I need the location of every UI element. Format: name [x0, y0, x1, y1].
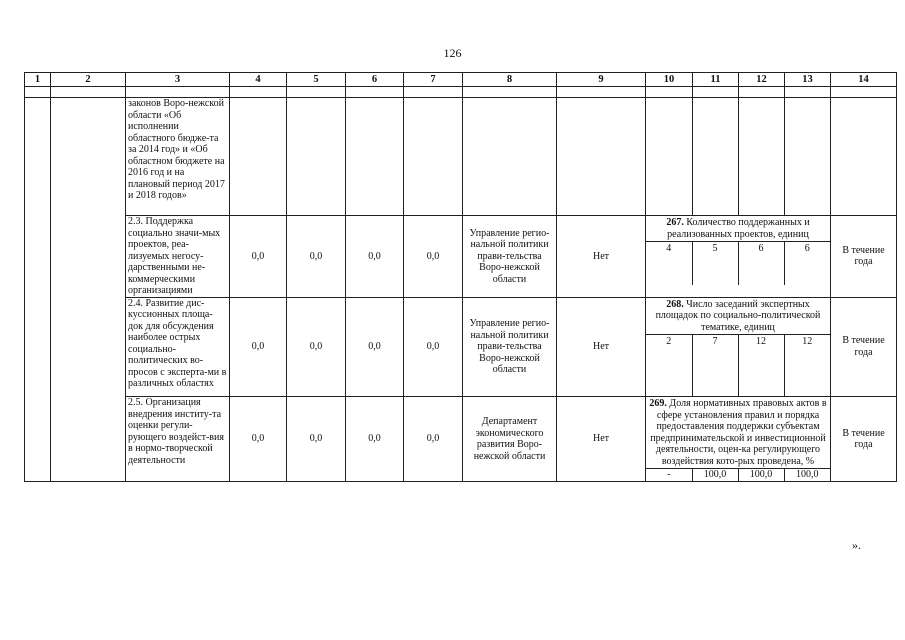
indicator-title [646, 397, 830, 469]
activity-name: 2.4. Развитие дис-куссионных площа-док для обсуждения наиболее острых социально-политических во-просов с эксперта-ми в различных областях [126, 297, 230, 397]
header-col-4: 4 [230, 73, 287, 87]
indicator-block [646, 397, 831, 482]
table-row [25, 397, 897, 482]
header-col-5: 5 [287, 73, 346, 87]
col2-cell [51, 98, 126, 482]
closing-mark: ». [852, 538, 861, 552]
cell-col6: 0,0 [346, 216, 404, 298]
indicator-value-10: 2 [646, 335, 692, 397]
term: В течение года [831, 297, 897, 397]
indicator-value-13: 100,0 [784, 469, 830, 482]
indicator-value-12: 6 [738, 242, 784, 286]
executor: Управление региональной политики прави-тельства Воро-нежской области [463, 216, 557, 298]
cell-col5: 0,0 [287, 297, 346, 397]
continuation-name: законов Воро-нежской области «Об исполнении областного бюдже-та за 2014 год» и «Об областном бюджете на 2016 год и на плановый период 2017 и 2018 годов» [126, 98, 230, 216]
col1-cell [25, 98, 51, 482]
executor: Управление региональной политики прави-тельства Воро-нежской области [463, 297, 557, 397]
indicator-block [646, 216, 831, 298]
activity-name: 2.5. Организация внедрения институ-та оценки регули-рующего воздейст-вия в нормо-творческой деятельности [126, 397, 230, 482]
indicator-value-10: 4 [646, 242, 692, 286]
page-number: 126 [443, 46, 462, 60]
cell-col4: 0,0 [230, 297, 287, 397]
cell-col7: 0,0 [404, 216, 463, 298]
cell-col5: 0,0 [287, 216, 346, 298]
cell-col4: 0,0 [230, 216, 287, 298]
cell-col9: Нет [557, 216, 646, 298]
header-col-10: 10 [646, 73, 693, 87]
indicator-value-10: - [646, 469, 692, 482]
header-col-9: 9 [557, 73, 646, 87]
header-col-11: 11 [693, 73, 739, 87]
term: В течение года [831, 397, 897, 482]
cell-col7: 0,0 [404, 397, 463, 482]
header-col-6: 6 [346, 73, 404, 87]
header-col-3: 3 [126, 73, 230, 87]
cell-col6: 0,0 [346, 297, 404, 397]
header-col-7: 7 [404, 73, 463, 87]
cell-col9: Нет [557, 297, 646, 397]
cell-col9: Нет [557, 397, 646, 482]
cell-col4: 0,0 [230, 397, 287, 482]
header-col-1: 1 [25, 73, 51, 87]
header-col-12: 12 [739, 73, 785, 87]
indicator-value-13: 6 [784, 242, 830, 286]
indicator-value-13: 12 [784, 335, 830, 397]
indicator-title [646, 298, 830, 335]
header-col-8: 8 [463, 73, 557, 87]
program-table [24, 72, 897, 482]
indicator-value-12: 12 [738, 335, 784, 397]
indicator-block [646, 297, 831, 397]
indicator-text: Доля нормативных правовых актов в сфере установления правил и порядка предоставления поддержки субъектам предпринимательской и инвестиционной деятельности, оцен-ка регулирующего воздействия кото-рых проведена, % [650, 398, 827, 467]
header-col-2: 2 [51, 73, 126, 87]
indicator-value-12: 100,0 [738, 469, 784, 482]
indicator-text: Число заседаний экспертных площадок по социально-политической тематике, единиц [655, 298, 821, 333]
indicator-number: 268. [666, 298, 684, 310]
term: В течение года [831, 216, 897, 298]
cell-col5: 0,0 [287, 397, 346, 482]
continuation-row [25, 98, 897, 216]
header-col-14: 14 [831, 73, 897, 87]
cell-col7: 0,0 [404, 297, 463, 397]
indicator-value-11: 5 [692, 242, 738, 286]
gap-row [25, 87, 897, 98]
cell-col6: 0,0 [346, 397, 404, 482]
activity-name: 2.3. Поддержка социально значи-мых проектов, реа-лизуемых негосу-дарственными не-коммерческими организациями [126, 216, 230, 298]
executor: Департамент экономического развития Воро-нежской области [463, 397, 557, 482]
table-row [25, 297, 897, 397]
table-row [25, 216, 897, 298]
indicator-title [646, 216, 830, 242]
indicator-value-11: 7 [692, 335, 738, 397]
header-col-13: 13 [785, 73, 831, 87]
indicator-number: 267. [666, 217, 684, 228]
header-row [25, 73, 897, 87]
indicator-number: 269. [649, 398, 667, 409]
indicator-text: Количество поддержанных и реализованных проектов, единиц [667, 217, 810, 240]
indicator-value-11: 100,0 [692, 469, 738, 482]
